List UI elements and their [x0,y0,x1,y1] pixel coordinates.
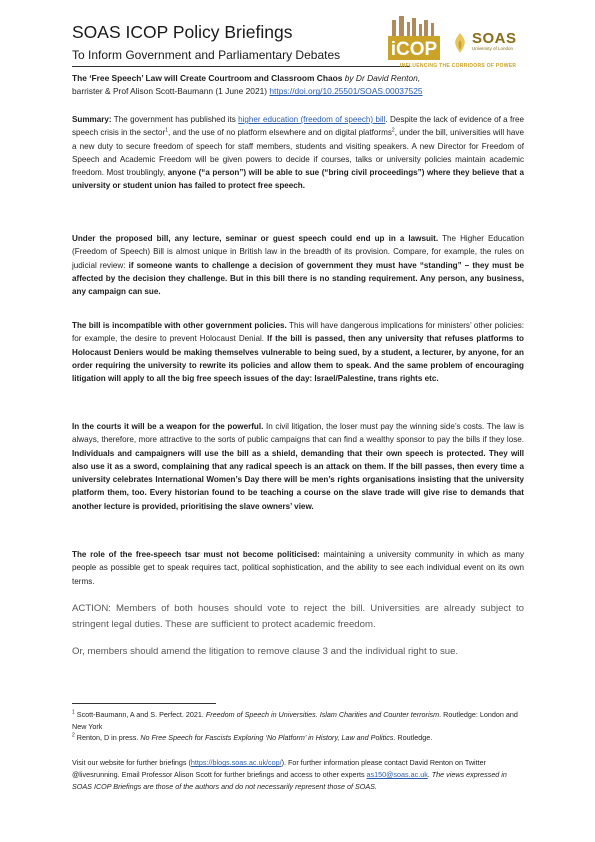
para2-bold: if someone wants to challenge a decision of government they must have “standing” – they must be affected by the decision they challenge. But in this bill there is no standing requirement. Any person, any business, any campaign can sue. [72,260,524,297]
lawsuit-paragraph [72,232,524,298]
para5-lead: The role of the free-speech tsar must not become politicised: [72,550,320,559]
weapon-paragraph [72,420,524,513]
footnotes [72,709,524,744]
soas-flame-icon [452,32,468,54]
disclaimer: The views expressed in SOAS ICOP Briefings are those of the authors and do not necessarily represent those of SOAS. [72,769,507,791]
contact-info [72,757,524,792]
footnote-ref-1[interactable]: 1 [165,127,169,134]
page-subtitle: To Inform Government and Parliamentary Debates [72,48,341,62]
summary-text-3: , and the use of no platform elsewhere and on digital platforms [168,128,392,138]
footnote-2-number: 2 [72,732,75,739]
summary-bold: anyone (“a person”) will be able to sue (“bring civil proceedings”) where they believe that a university or student union has failed to protect free speech. [72,168,524,191]
footnote-1-text: Scott-Baumann, A and S. Perfect. 2021. [74,710,206,719]
incompatible-paragraph [72,319,524,385]
footnote-1-publisher: . Routledge: London and New York [72,710,518,731]
para2-text: The Higher Education (Freedom of Speech) Bill is almost unique in British law in the breadth of its provision. Compare, for example, the rules on judicial review: [72,234,524,270]
article-byline: by Dr David Renton, [342,73,421,83]
summary-label: Summary: [72,115,112,124]
article-authors: barrister & Prof Alison Scott-Baumann (1 June 2021) [72,86,270,97]
website-link[interactable]: https://blogs.soas.ac.uk/cop/ [190,758,282,767]
amend-paragraph: Or, members should amend the litigation to remove clause 3 and the individual right to sue. [72,646,459,657]
soas-logo [452,30,528,58]
article-heading [72,72,524,99]
header-divider [72,66,410,67]
footnote-2 [72,732,524,744]
soas-wordmark: SOAS [472,30,517,47]
contact-text-2: ). For further information please contact David Renton on Twitter @livesrunning. Email Professor Alison Scott for further briefings and access to other experts [72,758,487,779]
summary-text-2: . Despite the lack of evidence of a free speech crisis in the sector [72,115,524,138]
para4-bold: Individuals and campaigners will use the bill as a shield, demanding that their own speech is protected. They will also use it as a sword, complaining that any radical speech is an attack on them. If the bill passes, then every time a university celebrates International Women’s Day there will be men’s rights organisations insisting that the university platform them, too. Every historian found to be teaching a course on the slave trade will give rise to demands that another lecture is provided, prioritising the slave owners’ view. [72,448,524,511]
icop-logo-text: iCOP [390,39,438,60]
para4-text: In civil litigation, the loser must pay the winning side’s costs. The law is always, therefore, more attractive to the sorts of public campaigns that can find a wealthy sponsor to pay the bills if they lose. [72,422,524,445]
tsar-paragraph [72,548,524,588]
footnote-1-number: 1 [72,709,75,716]
footnote-2-publisher: . Routledge. [393,733,433,743]
contact-text-3: . [427,769,432,779]
bill-link[interactable]: higher education (freedom of speech) bill [238,115,386,124]
para2-lead: Under the proposed bill, any lecture, seminar or guest speech could end up in a lawsuit. [72,234,439,243]
footnote-divider [72,703,216,704]
icop-tagline: INFLUENCING THE CORRIDORS OF POWER [400,63,517,69]
footnote-1-book: Freedom of Speech in Universities. Islam Charities and Counter terrorism [205,710,440,719]
para3-bold: If the bill is passed, then any university that refuses platforms to Holocaust Deniers would be making themselves vulnerable to being sued, by a student, a lecturer, by anyone, for an order requiring the university to rewrite its policies and allow them to speak. And the same problem of encouraging litigation will apply to all the big free speech issues of the day: Israel/Palestine, trans rights etc. [72,334,524,384]
page-title: SOAS ICOP Policy Briefings [72,22,293,42]
doi-link[interactable]: https://doi.org/10.25501/SOAS.00037525 [269,86,423,97]
para4-lead: In the courts it will be a weapon for the powerful. [72,422,264,431]
para3-text: This will have dangerous implications for ministers’ other policies: for example, the desire to prevent Holocaust Denial. [72,321,524,344]
summary-paragraph [72,113,524,193]
article-title: The ‘Free Speech’ Law will Create Courtroom and Classroom Chaos [72,73,343,83]
footnote-2-text: Renton, D in press. [74,733,141,743]
summary-text-1: The government has published its [111,115,239,124]
action-paragraph: ACTION: Members of both houses should vote to reject the bill. Universities are already subject to stringent legal duties. These are sufficient to protect academic freedom. [72,603,524,630]
footnote-2-book: No Free Speech for Fascists Exploring ‘No Platform’ in History, Law and Politics [140,733,394,743]
icop-logo [384,14,448,62]
soas-university-label: University of London [472,46,514,51]
para3-lead: The bill is incompatible with other government policies. [72,321,287,330]
contact-text-1: Visit our website for further briefings ( [72,758,191,767]
footnote-1 [72,709,524,732]
email-link[interactable]: as150@soas.ac.uk [366,769,428,779]
footnote-ref-2[interactable]: 2 [391,127,395,134]
summary-text-4: , under the bill, universities will have a new duty to secure freedom of speech for staff members, students and visiting speakers. A new Director for Freedom of Speech and Academic Freedom will be given powers to decide if courses, talks or university policies maintain academic freedom. Most troublingly, [72,128,524,178]
para5-text: maintaining a university community in which as many people as possible get to speak requires tact, political sophistication, and the ability to see each individual event on its own terms. [72,550,524,586]
